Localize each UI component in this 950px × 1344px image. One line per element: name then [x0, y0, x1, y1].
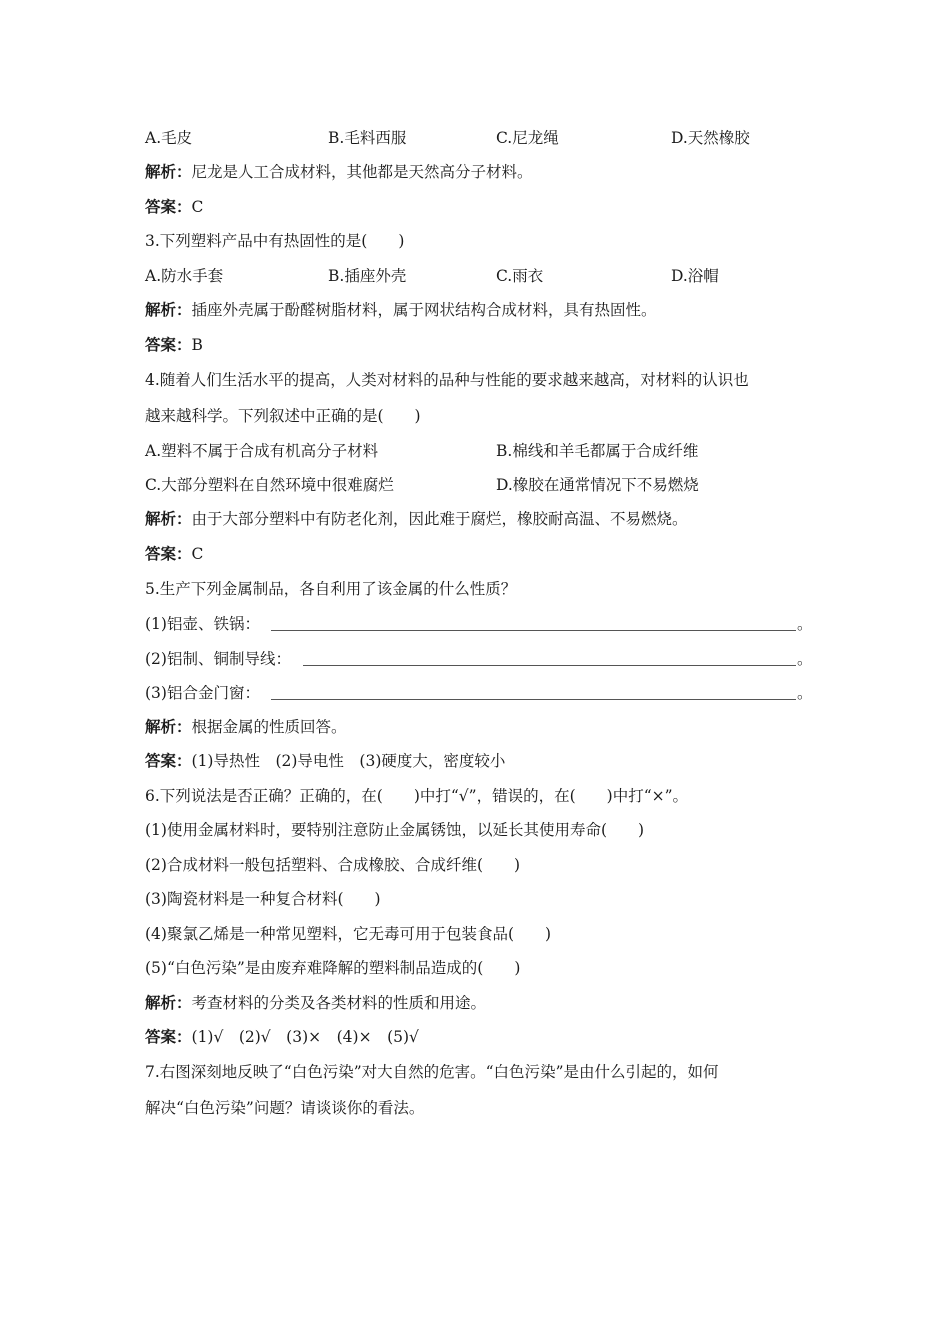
q5-item-3-label: (3)铝合金门窗：: [145, 684, 260, 702]
q3-option-d: D.浴帽: [671, 267, 719, 285]
q4-answer: [145, 543, 203, 565]
q5-item-1-blank[interactable]: [271, 630, 796, 631]
q2-option-c: C.尼龙绳: [496, 129, 559, 147]
q4-option-b: B.棉线和羊毛都属于合成纤维: [496, 442, 699, 460]
q4-option-d: D.橡胶在通常情况下不易燃烧: [496, 476, 699, 494]
answer-label: 答案：: [145, 752, 192, 770]
answer-text: C: [191, 198, 204, 216]
q4-option-c: C.大部分塑料在自然环境中很难腐烂: [145, 476, 394, 494]
q5-item-2-blank[interactable]: [303, 665, 796, 666]
analysis-text: 根据金属的性质回答。: [191, 718, 347, 736]
answer-label: 答案：: [145, 1028, 192, 1046]
q5-item-1-label: (1)铝壶、铁锅：: [145, 615, 260, 633]
q7-stem-line1: 7.右图深刻地反映了“白色污染”对大自然的危害。“白色污染”是由什么引起的，如何: [145, 1063, 719, 1081]
analysis-text: 由于大部分塑料中有防老化剂，因此难于腐烂，橡胶耐高温、不易燃烧。: [191, 510, 688, 528]
q5-item-3-end: 。: [797, 684, 813, 702]
analysis-label: 解析：: [145, 718, 192, 736]
q5-stem: 5.生产下列金属制品，各自利用了该金属的什么性质？: [145, 580, 517, 598]
q5-item-2-end: 。: [797, 650, 813, 668]
analysis-label: 解析：: [145, 994, 192, 1012]
q3-option-b: B.插座外壳: [328, 267, 407, 285]
q4-stem-line1: 4.随着人们生活水平的提高，人类对材料的品种与性能的要求越来越高，对材料的认识也: [145, 371, 749, 389]
q6-stem: 6.下列说法是否正确？正确的，在( )中打“√”，错误的，在( )中打“×”。: [145, 787, 689, 805]
q2-analysis: [145, 161, 533, 183]
analysis-text: 尼龙是人工合成材料，其他都是天然高分子材料。: [191, 163, 533, 181]
q6-answer: [145, 1026, 419, 1048]
q2-option-a: A.毛皮: [145, 129, 193, 147]
q6-item-1: (1)使用金属材料时，要特别注意防止金属锈蚀，以延长其使用寿命( ): [145, 821, 645, 839]
analysis-text: 插座外壳属于酚醛树脂材料，属于网状结构合成材料，具有热固性。: [191, 301, 657, 319]
analysis-label: 解析：: [145, 163, 192, 181]
q3-analysis: [145, 299, 657, 321]
q2-option-d: D.天然橡胶: [671, 129, 750, 147]
answer-text: (1)导热性 (2)导电性 (3)硬度大，密度较小: [191, 752, 506, 770]
q3-stem: 3.下列塑料产品中有热固性的是( ): [145, 232, 405, 250]
q6-item-3: (3)陶瓷材料是一种复合材料( ): [145, 890, 381, 908]
q6-item-5: (5)“白色污染”是由废弃难降解的塑料制品造成的( ): [145, 959, 521, 977]
q6-analysis: [145, 992, 486, 1014]
q5-answer: [145, 750, 505, 772]
answer-label: 答案：: [145, 545, 192, 563]
q5-analysis: [145, 716, 347, 738]
q4-option-a: A.塑料不属于合成有机高分子材料: [145, 442, 379, 460]
q3-answer: [145, 334, 203, 356]
answer-text: C: [191, 545, 204, 563]
q6-item-4: (4)聚氯乙烯是一种常见塑料，它无毒可用于包装食品( ): [145, 925, 552, 943]
q4-analysis: [145, 508, 688, 530]
answer-label: 答案：: [145, 336, 192, 354]
q2-option-b: B.毛料西服: [328, 129, 407, 147]
q3-option-c: C.雨衣: [496, 267, 544, 285]
q5-item-3-blank[interactable]: [271, 699, 796, 700]
q4-stem-line2: 越来越科学。下列叙述中正确的是( ): [145, 407, 421, 425]
answer-text: (1)√ (2)√ (3)× (4)× (5)√: [191, 1028, 419, 1046]
q6-item-2: (2)合成材料一般包括塑料、合成橡胶、合成纤维( ): [145, 856, 521, 874]
q5-item-1-end: 。: [797, 615, 813, 633]
q5-item-2-label: (2)铝制、铜制导线：: [145, 650, 291, 668]
q3-option-a: A.防水手套: [145, 267, 224, 285]
q2-answer: [145, 196, 203, 218]
analysis-text: 考查材料的分类及各类材料的性质和用途。: [191, 994, 487, 1012]
answer-text: B: [191, 336, 203, 354]
analysis-label: 解析：: [145, 301, 192, 319]
q7-stem-line2: 解决“白色污染”问题？请谈谈你的看法。: [145, 1099, 425, 1117]
answer-label: 答案：: [145, 198, 192, 216]
analysis-label: 解析：: [145, 510, 192, 528]
